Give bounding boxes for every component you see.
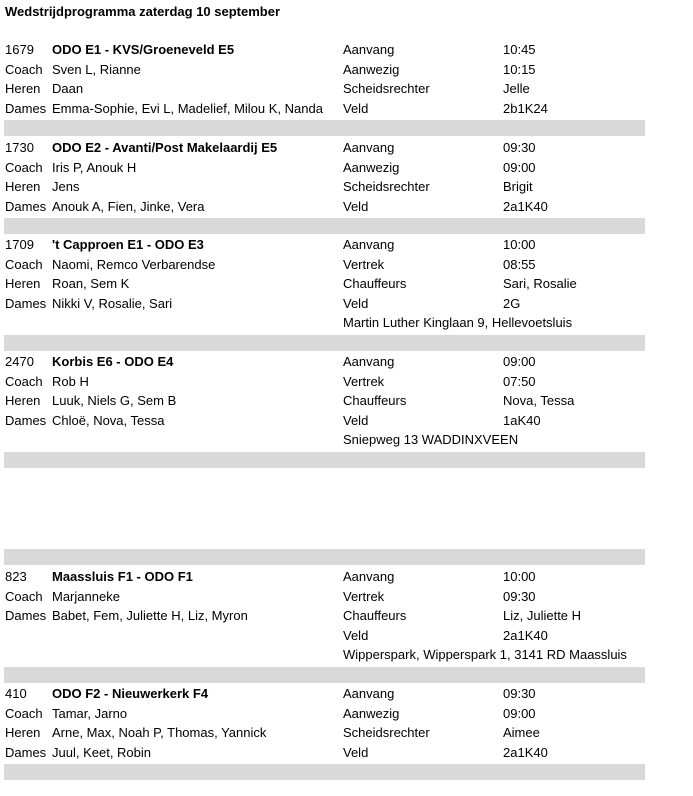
match-header-row (0, 352, 693, 372)
match-row (0, 704, 693, 724)
separator-bar (4, 120, 645, 136)
role-label: Dames (5, 608, 47, 623)
match-row (0, 430, 693, 450)
role-names: Juul, Keet, Robin (52, 744, 152, 760)
match-row (0, 743, 693, 763)
role-names: Luuk, Niels G, Sem B (52, 393, 177, 408)
field-value: 2a1K40 (503, 744, 548, 760)
separator-bar (4, 667, 645, 683)
field-value: 2G (503, 295, 521, 311)
match-header-row (0, 235, 693, 255)
field-value: 2a1K40 (503, 198, 548, 214)
field-value: 2b1K24 (503, 100, 548, 116)
page-title: Wedstrijdprogramma zaterdag 10 september (5, 4, 281, 19)
match-row (0, 645, 693, 665)
match-title: ODO E2 - Avanti/Post Makelaardij E5 (52, 140, 278, 155)
match-block (0, 684, 693, 762)
field-value: 2a1K40 (503, 627, 548, 643)
separator-bar (4, 764, 645, 780)
match-title: ODO E1 - KVS/Groeneveld E5 (52, 42, 235, 57)
role-names: Rob H (52, 373, 89, 389)
field-label: Aanvang (343, 42, 395, 57)
match-row (0, 313, 693, 333)
role-label: Coach (5, 373, 43, 389)
field-value: 09:00 (503, 705, 536, 721)
field-label: Aanvang (343, 354, 395, 369)
field-label: Chauffeurs (343, 393, 407, 408)
field-value: 07:50 (503, 373, 536, 389)
role-names: Naomi, Remco Verbarendse (52, 256, 216, 272)
role-label: Dames (5, 198, 47, 214)
field-label: Vertrek (343, 588, 385, 604)
field-label: Aanvang (343, 569, 395, 584)
match-number: 1730 (5, 140, 34, 155)
match-row (0, 372, 693, 392)
separator-bar (4, 218, 645, 234)
match-row (0, 411, 693, 431)
match-header-row (0, 567, 693, 587)
match-number: 1709 (5, 237, 34, 252)
match-block (0, 138, 693, 216)
role-label: Heren (5, 725, 41, 740)
field-label: Aanwezig (343, 61, 400, 77)
field-label: Veld (343, 744, 369, 760)
field-value: 09:30 (503, 588, 536, 604)
match-row (0, 255, 693, 275)
match-row (0, 79, 693, 99)
role-names: Babet, Fem, Juliette H, Liz, Myron (52, 608, 248, 623)
field-value: Jelle (503, 81, 530, 96)
field-label: Veld (343, 295, 369, 311)
role-names: Iris P, Anouk H (52, 159, 137, 175)
field-label: Aanwezig (343, 705, 400, 721)
field-label: Vertrek (343, 256, 385, 272)
field-label: Chauffeurs (343, 276, 407, 291)
role-label: Heren (5, 179, 41, 194)
field-value: 09:30 (503, 140, 536, 155)
role-label: Coach (5, 159, 43, 175)
match-row (0, 60, 693, 80)
field-value: Aimee (503, 725, 540, 740)
field-label: Veld (343, 412, 369, 428)
field-value: 10:15 (503, 61, 536, 77)
field-value: 09:00 (503, 159, 536, 175)
field-label: Veld (343, 198, 369, 214)
role-label: Coach (5, 588, 43, 604)
field-label: Aanvang (343, 686, 395, 701)
address: Martin Luther Kinglaan 9, Hellevoetsluis (343, 315, 573, 330)
match-block (0, 352, 693, 450)
role-names: Arne, Max, Noah P, Thomas, Yannick (52, 725, 267, 740)
field-value: Brigit (503, 179, 533, 194)
match-block (0, 40, 693, 118)
match-row (0, 723, 693, 743)
field-label: Aanvang (343, 140, 395, 155)
role-label: Heren (5, 393, 41, 408)
match-row (0, 587, 693, 607)
role-label: Coach (5, 705, 43, 721)
match-row (0, 606, 693, 626)
match-block (0, 235, 693, 333)
match-number: 2470 (5, 354, 34, 369)
match-row (0, 294, 693, 314)
field-label: Veld (343, 100, 369, 116)
match-number: 1679 (5, 42, 34, 57)
role-names: Marjanneke (52, 588, 120, 604)
role-label: Dames (5, 744, 47, 760)
role-names: Roan, Sem K (52, 276, 130, 291)
role-names: Tamar, Jarno (52, 705, 128, 721)
field-value: 10:00 (503, 569, 536, 584)
match-block (0, 567, 693, 665)
role-names: Chloë, Nova, Tessa (52, 412, 165, 428)
field-value: 08:55 (503, 256, 536, 272)
match-title: Maassluis F1 - ODO F1 (52, 569, 193, 584)
match-row (0, 274, 693, 294)
role-names: Nikki V, Rosalie, Sari (52, 295, 173, 311)
field-value: 09:00 (503, 354, 536, 369)
address: Wipperspark, Wipperspark 1, 3141 RD Maassluis (343, 647, 627, 662)
match-header-row (0, 138, 693, 158)
match-number: 410 (5, 686, 27, 701)
field-value: 1aK40 (503, 412, 541, 428)
role-label: Dames (5, 412, 47, 428)
separator-bar (4, 549, 645, 565)
field-label: Scheidsrechter (343, 725, 430, 740)
field-label: Veld (343, 627, 369, 643)
separator-bar (4, 452, 645, 468)
match-row (0, 158, 693, 178)
field-label: Scheidsrechter (343, 179, 430, 194)
role-names: Daan (52, 81, 84, 96)
match-title: Korbis E6 - ODO E4 (52, 354, 174, 369)
field-label: Scheidsrechter (343, 81, 430, 96)
field-value: Nova, Tessa (503, 393, 575, 408)
field-value: Liz, Juliette H (503, 608, 582, 623)
field-label: Aanvang (343, 237, 395, 252)
match-row (0, 197, 693, 217)
match-number: 823 (5, 569, 27, 584)
field-label: Chauffeurs (343, 608, 407, 623)
role-label: Coach (5, 61, 43, 77)
match-row (0, 177, 693, 197)
match-header-row (0, 684, 693, 704)
field-label: Aanwezig (343, 159, 400, 175)
role-names: Jens (52, 179, 80, 194)
role-names: Emma-Sophie, Evi L, Madelief, Milou K, Nanda (52, 100, 323, 116)
match-header-row (0, 40, 693, 60)
role-label: Heren (5, 276, 41, 291)
separator-bar (4, 335, 645, 351)
address: Sniepweg 13 WADDINXVEEN (343, 432, 519, 447)
field-label: Vertrek (343, 373, 385, 389)
field-value: Sari, Rosalie (503, 276, 577, 291)
match-row (0, 626, 693, 646)
field-value: 10:45 (503, 42, 536, 57)
field-value: 09:30 (503, 686, 536, 701)
match-row (0, 391, 693, 411)
role-names: Anouk A, Fien, Jinke, Vera (52, 198, 205, 214)
match-row (0, 99, 693, 119)
role-names: Sven L, Rianne (52, 61, 141, 77)
field-value: 10:00 (503, 237, 536, 252)
role-label: Coach (5, 256, 43, 272)
match-title: 't Capproen E1 - ODO E3 (52, 237, 204, 252)
role-label: Dames (5, 295, 47, 311)
role-label: Heren (5, 81, 41, 96)
role-label: Dames (5, 100, 47, 116)
match-title: ODO F2 - Nieuwerkerk F4 (52, 686, 209, 701)
